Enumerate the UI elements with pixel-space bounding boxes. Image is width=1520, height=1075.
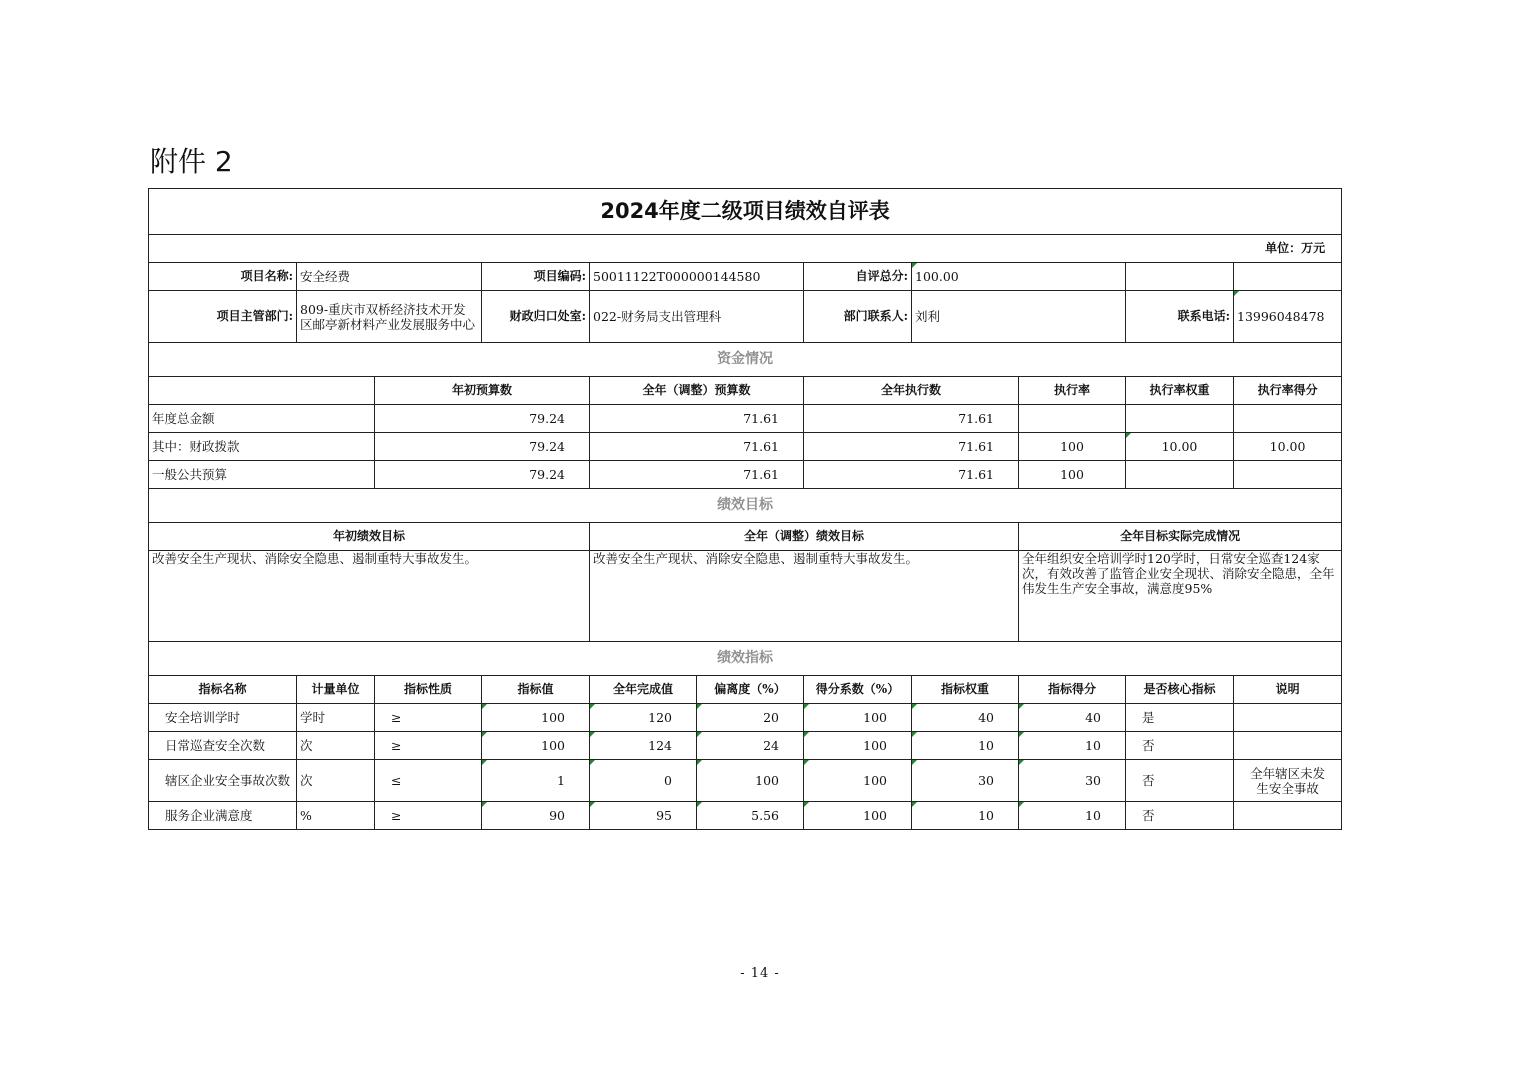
finance-value: 022-财务局支出管理科 xyxy=(590,291,804,343)
project-code-value: 50011122T000000144580 xyxy=(590,263,804,291)
ind-score: 10 xyxy=(1019,802,1126,830)
ind-note xyxy=(1234,802,1342,830)
project-name-value: 安全经费 xyxy=(297,263,482,291)
ind-header-deviation: 偏离度（%） xyxy=(697,676,804,704)
ind-unit: 次 xyxy=(297,760,375,802)
finance-label: 财政归口处室: xyxy=(482,291,590,343)
ind-name: 服务企业满意度 xyxy=(149,802,297,830)
ind-core: 否 xyxy=(1126,732,1234,760)
attachment-label: 附件 2 xyxy=(150,145,233,178)
ind-score: 10 xyxy=(1019,732,1126,760)
ind-actual: 95 xyxy=(590,802,697,830)
funds-row-label: 年度总金额 xyxy=(149,405,375,433)
ind-actual: 124 xyxy=(590,732,697,760)
ind-weight: 10 xyxy=(912,802,1019,830)
phone-label: 联系电话: xyxy=(1126,291,1234,343)
project-code-label: 项目编码: xyxy=(482,263,590,291)
goals-adjusted-text: 改善安全生产现状、消除安全隐患、遏制重特大事故发生。 xyxy=(590,551,1019,642)
ind-header-weight: 指标权重 xyxy=(912,676,1019,704)
funds-score: 10.00 xyxy=(1234,433,1342,461)
ind-weight: 40 xyxy=(912,704,1019,732)
funds-adjusted: 71.61 xyxy=(590,433,804,461)
ind-deviation: 100 xyxy=(697,760,804,802)
ind-core: 否 xyxy=(1126,802,1234,830)
ind-deviation: 5.56 xyxy=(697,802,804,830)
project-name-label: 项目名称: xyxy=(149,263,297,291)
ind-coef: 100 xyxy=(804,802,912,830)
page-number: - 14 - xyxy=(740,966,780,981)
ind-nature: ≥ xyxy=(375,704,482,732)
ind-header-coef: 得分系数（%） xyxy=(804,676,912,704)
funds-weight xyxy=(1126,461,1234,489)
ind-nature: ≤ xyxy=(375,760,482,802)
funds-row-label: 其中：财政拨款 xyxy=(149,433,375,461)
ind-note: 全年辖区未发生安全事故 xyxy=(1234,760,1342,802)
funds-executed: 71.61 xyxy=(804,433,1019,461)
ind-name: 安全培训学时 xyxy=(149,704,297,732)
ind-header-actual: 全年完成值 xyxy=(590,676,697,704)
funds-row xyxy=(149,461,1342,489)
ind-score: 30 xyxy=(1019,760,1126,802)
goals-header-initial: 年初绩效目标 xyxy=(149,523,590,551)
goals-section-header: 绩效目标 xyxy=(149,489,1342,523)
ind-core: 是 xyxy=(1126,704,1234,732)
ind-header-unit: 计量单位 xyxy=(297,676,375,704)
ind-note xyxy=(1234,732,1342,760)
indicator-row xyxy=(149,732,1342,760)
contact-value: 刘利 xyxy=(912,291,1126,343)
funds-executed: 71.61 xyxy=(804,405,1019,433)
performance-evaluation-table xyxy=(148,188,1342,830)
ind-score: 40 xyxy=(1019,704,1126,732)
ind-actual: 120 xyxy=(590,704,697,732)
ind-header-score: 指标得分 xyxy=(1019,676,1126,704)
funds-row xyxy=(149,405,1342,433)
ind-core: 否 xyxy=(1126,760,1234,802)
funds-executed: 71.61 xyxy=(804,461,1019,489)
ind-weight: 30 xyxy=(912,760,1019,802)
funds-initial: 79.24 xyxy=(375,433,590,461)
ind-name: 日常巡查安全次数 xyxy=(149,732,297,760)
ind-header-name: 指标名称 xyxy=(149,676,297,704)
indicator-row xyxy=(149,802,1342,830)
ind-coef: 100 xyxy=(804,704,912,732)
ind-coef: 100 xyxy=(804,732,912,760)
ind-nature: ≥ xyxy=(375,802,482,830)
ind-header-note: 说明 xyxy=(1234,676,1342,704)
contact-label: 部门联系人: xyxy=(804,291,912,343)
funds-row-label: 一般公共预算 xyxy=(149,461,375,489)
total-score-value: 100.00 xyxy=(912,263,1126,291)
total-score-label: 自评总分: xyxy=(804,263,912,291)
ind-deviation: 20 xyxy=(697,704,804,732)
funds-rate: 100 xyxy=(1019,433,1126,461)
empty-cell xyxy=(1234,263,1342,291)
empty-cell xyxy=(1126,263,1234,291)
ind-nature: ≥ xyxy=(375,732,482,760)
ind-note xyxy=(1234,704,1342,732)
table-title: 2024年度二级项目绩效自评表 xyxy=(149,189,1342,235)
funds-header-empty xyxy=(149,377,375,405)
funds-initial: 79.24 xyxy=(375,405,590,433)
goals-header-actual: 全年目标实际完成情况 xyxy=(1019,523,1342,551)
unit-label: 单位：万元 xyxy=(149,235,1342,263)
funds-adjusted: 71.61 xyxy=(590,405,804,433)
ind-name: 辖区企业安全事故次数 xyxy=(149,760,297,802)
indicator-row xyxy=(149,760,1342,802)
funds-header-weight: 执行率权重 xyxy=(1126,377,1234,405)
ind-target: 100 xyxy=(482,704,590,732)
funds-adjusted: 71.61 xyxy=(590,461,804,489)
ind-coef: 100 xyxy=(804,760,912,802)
funds-weight xyxy=(1126,405,1234,433)
funds-header-executed: 全年执行数 xyxy=(804,377,1019,405)
funds-row xyxy=(149,433,1342,461)
goals-initial-text: 改善安全生产现状、消除安全隐患、遏制重特大事故发生。 xyxy=(149,551,590,642)
ind-unit: 次 xyxy=(297,732,375,760)
ind-unit: % xyxy=(297,802,375,830)
ind-weight: 10 xyxy=(912,732,1019,760)
ind-header-target: 指标值 xyxy=(482,676,590,704)
ind-target: 1 xyxy=(482,760,590,802)
funds-rate: 100 xyxy=(1019,461,1126,489)
funds-weight: 10.00 xyxy=(1126,433,1234,461)
ind-unit: 学时 xyxy=(297,704,375,732)
funds-header-adjusted: 全年（调整）预算数 xyxy=(590,377,804,405)
ind-target: 90 xyxy=(482,802,590,830)
dept-value: 809-重庆市双桥经济技术开发区邮亭新材料产业发展服务中心 xyxy=(297,291,482,343)
funds-rate xyxy=(1019,405,1126,433)
funds-section-header: 资金情况 xyxy=(149,343,1342,377)
indicators-section-header: 绩效指标 xyxy=(149,642,1342,676)
goals-actual-text: 全年组织安全培训学时120学时，日常安全巡查124家次，有效改善了监管企业安全现状、消除安全隐患，全年伟发生生产安全事故，满意度95% xyxy=(1019,551,1342,642)
funds-header-rate: 执行率 xyxy=(1019,377,1126,405)
funds-score xyxy=(1234,461,1342,489)
ind-header-core: 是否核心指标 xyxy=(1126,676,1234,704)
funds-score xyxy=(1234,405,1342,433)
ind-actual: 0 xyxy=(590,760,697,802)
ind-deviation: 24 xyxy=(697,732,804,760)
funds-header-initial: 年初预算数 xyxy=(375,377,590,405)
funds-initial: 79.24 xyxy=(375,461,590,489)
funds-header-score: 执行率得分 xyxy=(1234,377,1342,405)
goals-header-adjusted: 全年（调整）绩效目标 xyxy=(590,523,1019,551)
indicator-row xyxy=(149,704,1342,732)
ind-header-nature: 指标性质 xyxy=(375,676,482,704)
phone-value: 13996048478 xyxy=(1234,291,1342,343)
ind-target: 100 xyxy=(482,732,590,760)
dept-label: 项目主管部门: xyxy=(149,291,297,343)
